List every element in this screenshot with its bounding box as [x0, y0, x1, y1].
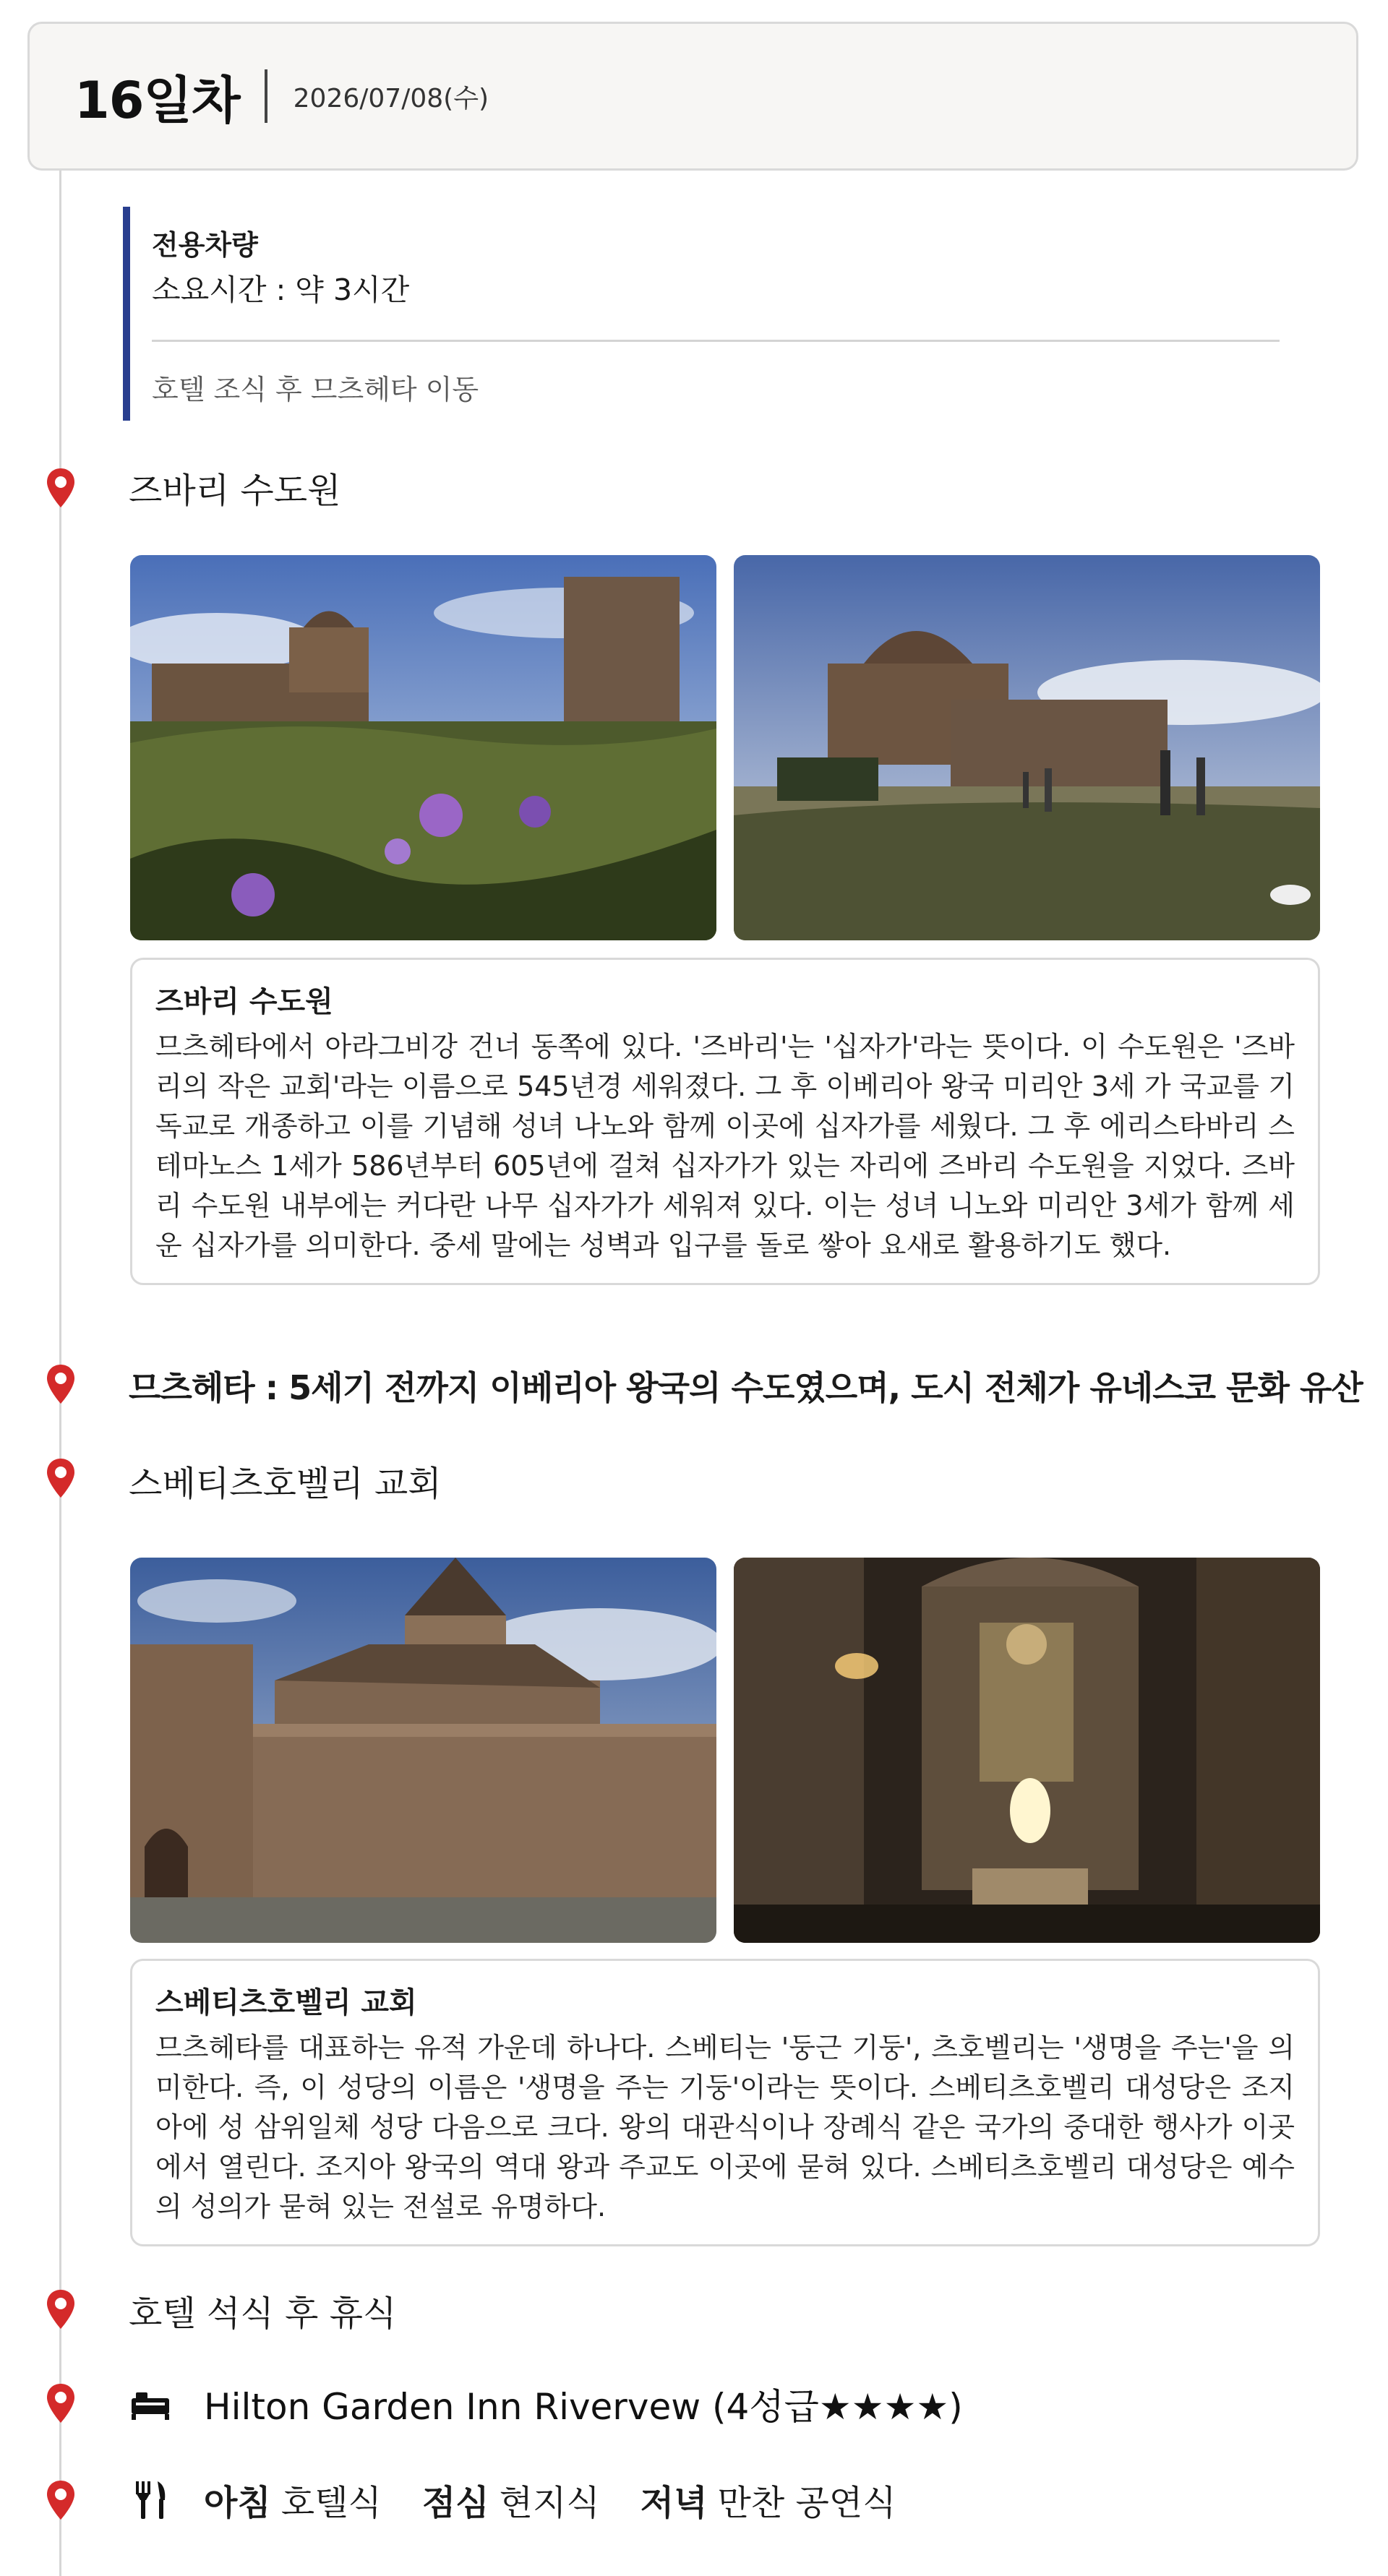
- dinner-label: 저녁: [640, 2483, 708, 2523]
- jvari-photo-2: [734, 555, 1320, 940]
- day-title: 16일차: [74, 70, 240, 130]
- transport-title: 전용차량: [152, 229, 258, 261]
- stop-title-hotel-dinner: 호텔 석식 후 휴식: [129, 2293, 397, 2334]
- meals-row: [129, 2475, 937, 2525]
- svetitskhoveli-info-title: 스베티츠호벨리 교회: [155, 1986, 417, 2019]
- bed-icon: [129, 2382, 172, 2426]
- transport-duration: 소요시간 : 약 3시간: [152, 272, 410, 307]
- header-divider: [265, 69, 267, 123]
- svetitskhoveli-photo-1: [130, 1558, 716, 1943]
- hotel-name: Hilton Garden Inn Rivervew (4성급★★★★): [204, 2386, 963, 2428]
- dinner-value: 만찬 공연식: [717, 2483, 896, 2523]
- location-pin-icon: [43, 2382, 78, 2426]
- jvari-photo-1: [130, 555, 716, 940]
- location-pin-icon: [43, 1457, 78, 1500]
- stop-title-svetitskhoveli: 스베티츠호벨리 교회: [129, 1464, 442, 1504]
- jvari-info-title: 즈바리 수도원: [155, 985, 333, 1018]
- hotel-row: [129, 2378, 963, 2430]
- transport-block: [123, 207, 1157, 421]
- transport-accent-bar: [123, 207, 130, 421]
- day-date: 2026/07/08(수): [293, 83, 489, 113]
- svetitskhoveli-info-box: [130, 1959, 1320, 2246]
- day-header: [27, 22, 1358, 171]
- location-pin-icon: [43, 1363, 78, 1407]
- svetitskhoveli-photo-2: [734, 1558, 1320, 1943]
- location-pin-icon: [43, 467, 78, 510]
- location-pin-icon: [43, 2288, 78, 2332]
- stop-title-mtskheta: 므츠헤타 : 5세기 전까지 이베리아 왕국의 수도였으며, 도시 전체가 유네스코 문화 유산: [129, 1368, 1363, 1407]
- stop-title-jvari: 즈바리 수도원: [129, 471, 341, 511]
- breakfast-label: 아침: [204, 2483, 271, 2523]
- svetitskhoveli-info-text: 므츠헤타를 대표하는 유적 가운데 하나다. 스베티는 '둥근 기둥', 츠호벨리는 '생명을 주는'을 의미한다. 즉, 이 성당의 이름은 '생명을 주는 기둥'이라는 뜻이다. 스베티츠호벨리 대성당은 조지아에 성 삼위일체 성당 다음으로 크다. 왕의 대관식이나 장례식 같은 국가의 중대한 행사가 이곳에서 열린다. 조지아 왕국의 역대 왕과 주교도 이곳에 묻혀 있다. 스베티츠호벨리 대성당은 예수의 성의가 묻혀 있는 전설로 유명하다.: [155, 2032, 1295, 2223]
- transport-divider: [152, 340, 1280, 342]
- breakfast-value: 호텔식: [280, 2483, 382, 2523]
- jvari-info-box: [130, 958, 1320, 1285]
- transport-description: 호텔 조식 후 므츠헤타 이동: [152, 374, 479, 405]
- location-pin-icon: [43, 2479, 78, 2523]
- lunch-value: 현지식: [499, 2483, 600, 2523]
- lunch-label: 점심: [421, 2483, 489, 2523]
- jvari-info-text: 므츠헤타에서 아라그비강 건너 동쪽에 있다. '즈바리'는 '십자가'라는 뜻이다. 이 수도원은 '즈바리의 작은 교회'라는 이름으로 545년경 세워졌다. 그 후 이베리아 왕국 미리안 3세 가 국교를 기독교로 개종하고 이를 기념해 성녀 나노와 함께 이곳에 십자가를 세웠다. 그 후 에리스타바리 스테마노스 1세가 586년부터 605년에 걸쳐 십자가가 있는 자리에 즈바리 수도원을 지었다. 즈바리 수도원 내부에는 커다란 나무 십자가가 세워져 있다. 이는 성녀 니노와 미리안 3세가 함께 세운 십자가를 의미한다. 중세 말에는 성벽과 입구를 돌로 쌓아 요새로 활용하기도 했다.: [155, 1031, 1295, 1261]
- fork-knife-icon: [129, 2478, 172, 2522]
